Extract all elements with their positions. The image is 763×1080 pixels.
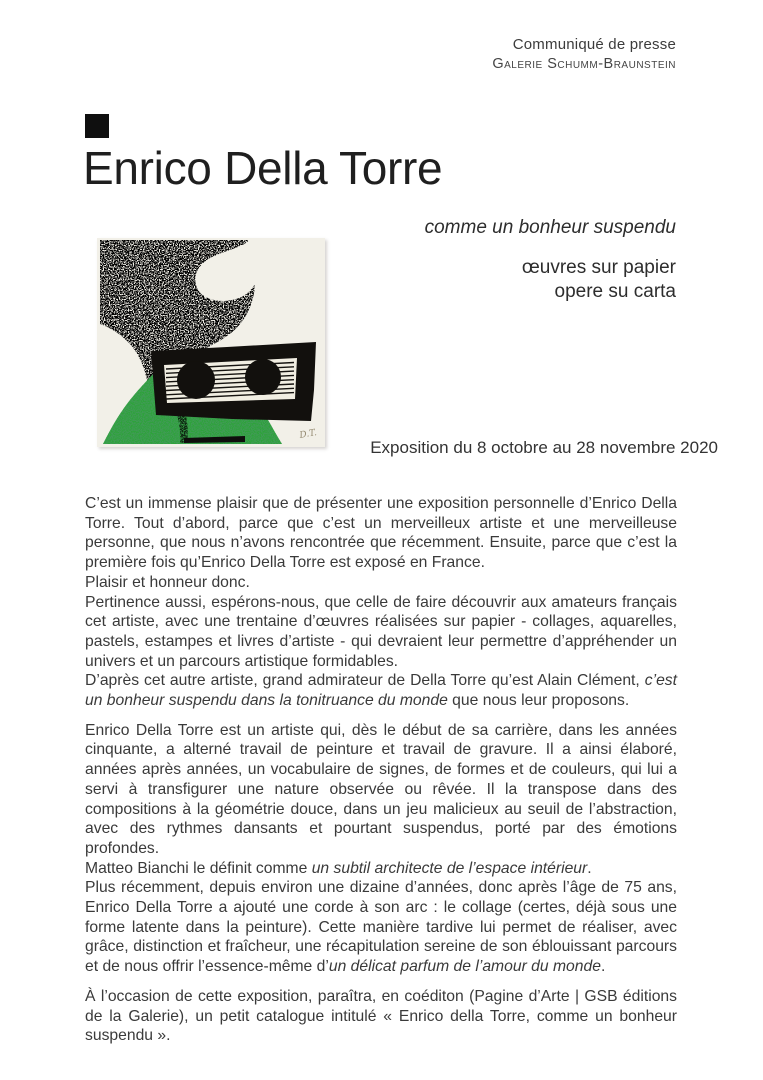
medium-line-it: opere su carta bbox=[554, 280, 676, 302]
artwork-image bbox=[97, 238, 325, 447]
medium-lines bbox=[522, 256, 676, 303]
paragraph: Matteo Bianchi le définit comme un subtil architecte de l’espace intérieur. bbox=[85, 859, 592, 877]
gallery-logo-square bbox=[85, 114, 109, 138]
paragraph: Enrico Della Torre est un artiste qui, dès le début de sa carrière, dans les années cinquante, a alterné travail de peinture et travail de gravure. Il a ainsi élaboré, années après années, un vocabulaire de signes, de formes et de couleurs, qui lui a servi à transfigurer une nature observée ou rêvée. Il la transpose dans des compositions à la géométrie douce, dans un jeu malicieux au seuil de l’abstraction, avec des rythmes dansants et pourtant suspendus, porté par des émotions profondes. bbox=[85, 721, 677, 857]
body-text bbox=[85, 494, 677, 1046]
press-label: Communiqué de presse bbox=[512, 36, 676, 53]
paragraph: D’après cet autre artiste, grand admirateur de Della Torre qu’est Alain Clément, c’est un bonheur suspendu dans la tonitruance du monde que nous leur proposons. bbox=[85, 672, 677, 710]
press-header bbox=[492, 36, 676, 72]
paragraph: Pertinence aussi, espérons-nous, que celle de faire découvrir aux amateurs français cet artiste, avec une trentaine d’œuvres réalisées sur papier - collages, aquarelles, pastels, estampes et livres d’artiste - qui devraient leur permettre d’appréhender un univers et un parcours artistique formidables. bbox=[85, 593, 677, 670]
paragraph: C’est un immense plaisir que de présenter une exposition personnelle d’Enrico Della Torre. Tout d’abord, parce que c’est un merveilleux artiste et une merveilleuse personne, que nous n’avons rencontrée que récemment. Ensuite, parce que c’est la première fois qu’Enrico Della Torre est exposé en France. bbox=[85, 495, 677, 572]
medium-line-fr: œuvres sur papier bbox=[521, 257, 676, 278]
paragraph: Plus récemment, depuis environ une dizaine d’années, donc après l’âge de 75 ans, Enrico Della Torre a ajouté une corde à son arc : le collage (certes, déjà sous une forme latente dans la peinture). Cette manière tardive lui permet de réaliser, avec grâce, distinction et fraîcheur, une récapitulation sereine de son éblouissant parcours et de nous offrir l’essence-même d’un délicat parfum de l’amour du monde. bbox=[85, 879, 677, 976]
text-block bbox=[85, 987, 677, 1046]
ink-circle-right bbox=[245, 359, 281, 395]
exhibition-subtitle: comme un bonheur suspendu bbox=[424, 217, 676, 238]
ink-circle-left bbox=[177, 361, 215, 399]
exhibition-dates: Exposition du 8 octobre au 28 novembre 2020 bbox=[370, 438, 718, 457]
paragraph: Plaisir et honneur donc. bbox=[85, 573, 250, 591]
paragraph: À l’occasion de cette exposition, paraîtra, en coéditon (Pagine d’Arte | GSB éditions de la Galerie), un petit catalogue intitulé « Enrico della Torre, comme un bonheur suspendu ». bbox=[85, 987, 677, 1045]
gallery-name: Galerie Schumm-Braunstein bbox=[492, 56, 676, 72]
artwork-figure bbox=[97, 238, 325, 447]
text-block bbox=[85, 494, 677, 711]
page-title: Enrico Della Torre bbox=[83, 142, 443, 194]
text-block bbox=[85, 721, 677, 977]
artist-signature: D.T. bbox=[298, 428, 318, 441]
